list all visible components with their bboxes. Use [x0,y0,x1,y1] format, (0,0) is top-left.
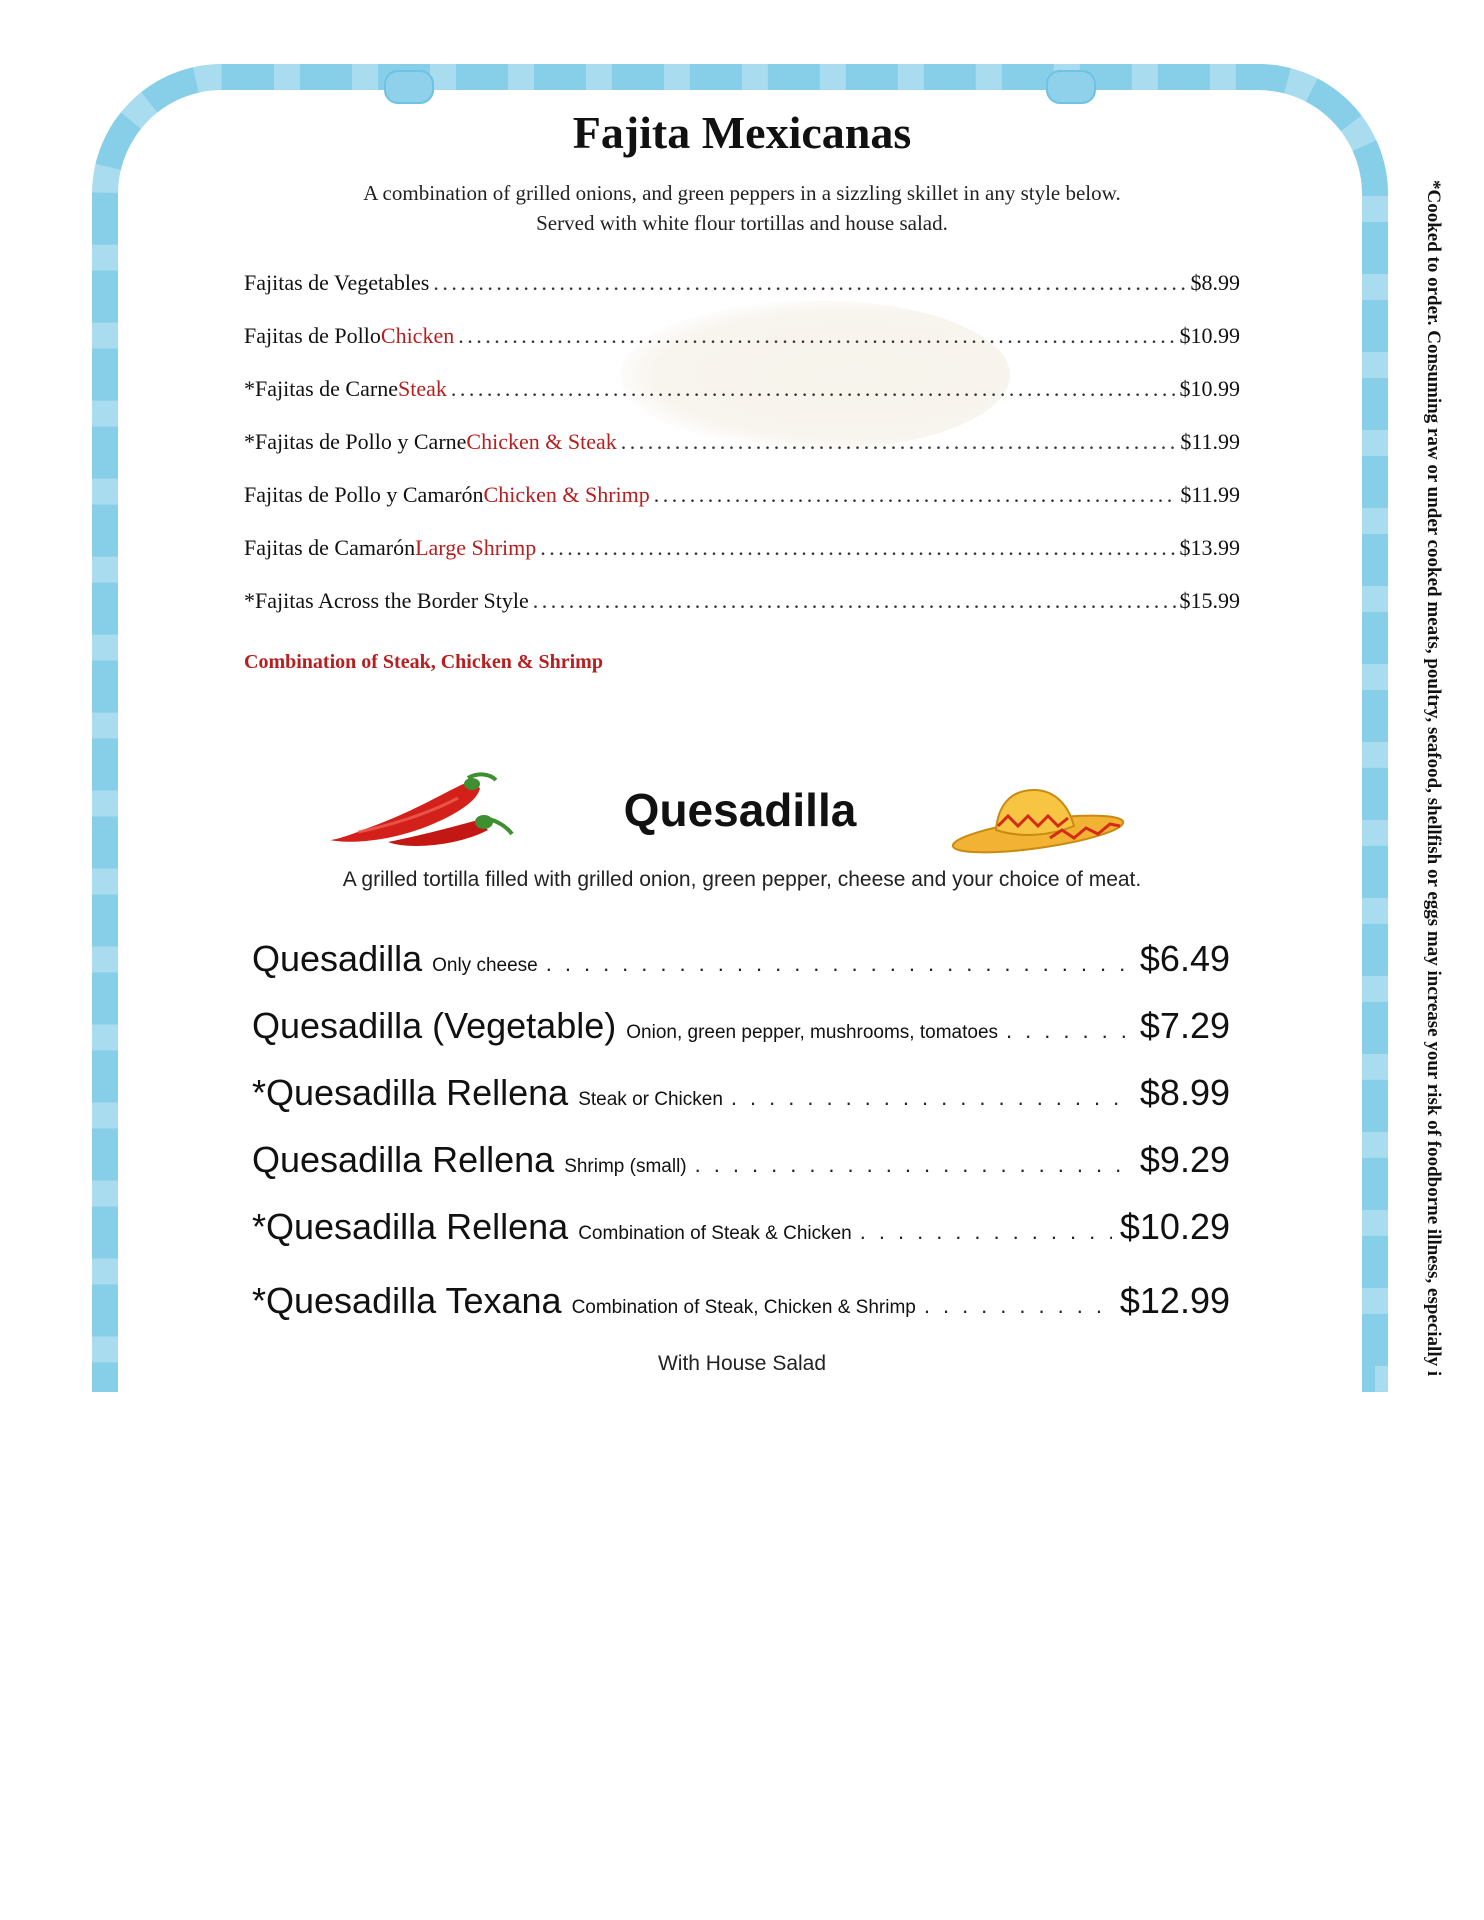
dot-leader [695,1152,1132,1178]
dot-leader [458,323,1175,349]
sombrero-icon [950,786,1130,856]
fajita-item-name: Fajitas de Pollo [244,323,381,348]
fajita-item [244,482,1240,514]
quesadilla-item-detail: Onion, green pepper, mushrooms, tomatoes [626,1022,999,1043]
fajitas-description-line2: Served with white flour tortillas and house salad. [536,211,948,235]
chili-pepper-icon [328,770,538,850]
quesadilla-item [252,1280,1230,1322]
quesadilla-item-name: Quesadilla Rellena [252,1139,555,1180]
dot-leader [621,429,1177,455]
fajita-item [244,429,1240,461]
quesadilla-item-name: Quesadilla (Vegetable) [252,1005,617,1046]
quesadilla-item [252,1206,1230,1248]
fajita-item [244,270,1240,302]
fajita-item-accent: Chicken & Steak [466,429,617,454]
fajitas-combo-note: Combination of Steak, Chicken & Shrimp [244,651,603,673]
fajita-item-price: $10.99 [1179,323,1240,348]
fajita-item-name: *Fajitas de Carne [244,376,398,401]
side-disclaimer [1414,180,1454,1430]
rope-border-texture [92,64,1388,1392]
fajita-item [244,323,1240,355]
fajita-item-name: *Fajitas de Pollo y Carne [244,429,467,454]
house-salad-note: With House Salad [657,1352,827,1375]
quesadilla-item-price: $8.99 [1139,1072,1230,1113]
dot-leader [540,535,1175,561]
fajita-item-accent: Steak [397,376,447,401]
quesadilla-item-name: Quesadilla [252,938,423,979]
fajita-item-price: $15.99 [1179,588,1240,613]
quesadilla-item-detail: Steak or Chicken [578,1089,723,1110]
dot-leader [433,270,1186,296]
fajita-item [244,376,1240,408]
dot-leader [860,1219,1112,1245]
quesadilla-item [252,938,1230,980]
fajita-item-price: $13.99 [1179,535,1240,560]
fajita-item-name: Fajitas de Camarón [244,535,416,560]
quesadilla-item [252,1139,1230,1181]
quesadilla-item-price: $7.29 [1139,1005,1230,1046]
dot-leader [1006,1018,1132,1044]
quesadilla-item-price: $12.99 [1119,1280,1230,1321]
fajita-item-price: $11.99 [1180,482,1240,507]
quesadilla-item-price: $6.49 [1139,938,1230,979]
dot-leader [731,1085,1132,1111]
fajita-item [244,535,1240,567]
fajita-item-accent: Large Shrimp [415,535,537,560]
quesadilla-description: A grilled tortilla filled with grilled onion, green pepper, cheese and your choice of meat. [342,868,1142,891]
rope-knot-left [384,70,434,104]
quesadilla-item-detail: Combination of Steak & Chicken [578,1223,852,1244]
quesadilla-item-name: *Quesadilla Rellena [252,1072,569,1113]
quesadilla-item-price: $10.29 [1119,1206,1230,1247]
quesadilla-item-detail: Shrimp (small) [564,1156,687,1177]
quesadilla-item-name: *Quesadilla Rellena [252,1206,569,1247]
dot-leader [533,588,1176,614]
fajita-item-price: $8.99 [1190,270,1240,295]
quesadilla-item-price: $9.29 [1139,1139,1230,1180]
quesadilla-item-detail: Combination of Steak, Chicken & Shrimp [571,1297,916,1318]
quesadilla-item-name: *Quesadilla Texana [252,1280,562,1321]
fajita-item-name: Fajitas de Pollo y Camarón [244,482,484,507]
fajita-item-accent: Chicken [380,323,455,348]
fajita-item-name: *Fajitas Across the Border Style [244,588,529,613]
quesadilla-item [252,1005,1230,1047]
fajita-item [244,588,1240,620]
quesadilla-item-detail: Only cheese [432,955,538,976]
fajitas-description-line1: A combination of grilled onions, and green peppers in a sizzling skillet in any style below. [363,181,1121,205]
dot-leader [451,376,1176,402]
dot-leader [924,1293,1112,1319]
dot-leader [654,482,1177,508]
fajita-item-name: Fajitas de Vegetables [244,270,430,295]
fajitas-title: Fajita Mexicanas [572,107,912,158]
fajita-item-accent: Chicken & Shrimp [483,482,650,507]
rope-knot-right [1046,70,1096,104]
fajita-item-price: $11.99 [1180,429,1240,454]
fajita-item-price: $10.99 [1179,376,1240,401]
quesadilla-title: Quesadilla [623,784,857,836]
dot-leader [546,951,1132,977]
side-disclaimer-text: *Cooked to order. Consuming raw or under cooked meats, poultry, seafood, shellfish or eggs may increase your risk of foodborne illness, especially i [1423,180,1444,1377]
quesadilla-item [252,1072,1230,1114]
fajitas-description [0,178,1484,238]
